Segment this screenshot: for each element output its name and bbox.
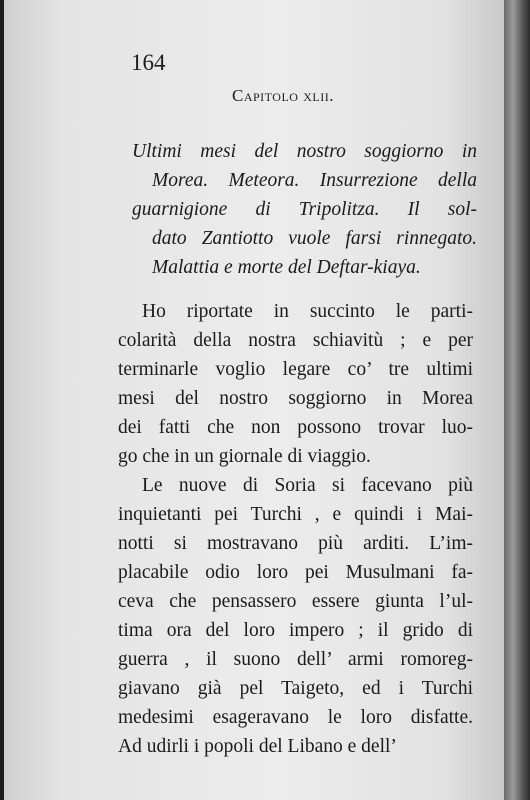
body-line: giavano già pel Taigeto, ed i Turchi <box>118 678 473 699</box>
chapter-heading <box>232 86 334 106</box>
body-line: guerra , il suono dell’ armi romoreg- <box>118 649 473 670</box>
summary-line: Malattia e morte del Deftar-kiaya. <box>152 257 421 278</box>
summary-line: Morea. Meteora. Insurrezione della <box>152 170 477 191</box>
page-edge <box>504 0 530 800</box>
page-number: 164 <box>131 50 166 75</box>
body-line: Ad udirli i popoli del Libano e dell’ <box>118 736 397 757</box>
summary-line: guarnigione di Tripolitza. Il sol- <box>132 199 477 220</box>
body-text <box>118 297 473 761</box>
body-line: tima ora del loro impero ; il grido di <box>118 620 473 641</box>
body-line: notti si mostravano più arditi. L’im- <box>118 533 473 554</box>
body-line: placabile odio loro pei Musulmani fa- <box>118 562 473 583</box>
body-line: Ho riportate in succinto le parti- <box>142 301 473 322</box>
body-line: ceva che pensassero essere giunta l’ul- <box>118 591 473 612</box>
chapter-heading-text: Capitolo xlii. <box>232 86 334 105</box>
summary-line: dato Zantiotto vuole farsi rinnegato. <box>152 228 477 249</box>
body-line: terminarle voglio legare co’ tre ultimi <box>118 359 473 380</box>
body-line: Le nuove di Soria si facevano più <box>142 475 473 496</box>
body-line: go che in un giornale di viaggio. <box>118 446 371 467</box>
body-line: colarità della nostra schiavitù ; e per <box>118 330 473 351</box>
chapter-summary <box>132 137 477 282</box>
body-line: mesi del nostro soggiorno in Morea <box>118 388 473 409</box>
body-line: inquietanti pei Turchi , e quindi i Mai- <box>118 504 473 525</box>
summary-line: Ultimi mesi del nostro soggiorno in <box>132 141 477 162</box>
body-line: dei fatti che non possono trovar luo- <box>118 417 473 438</box>
body-line: medesimi esageravano le loro disfatte. <box>118 707 473 728</box>
